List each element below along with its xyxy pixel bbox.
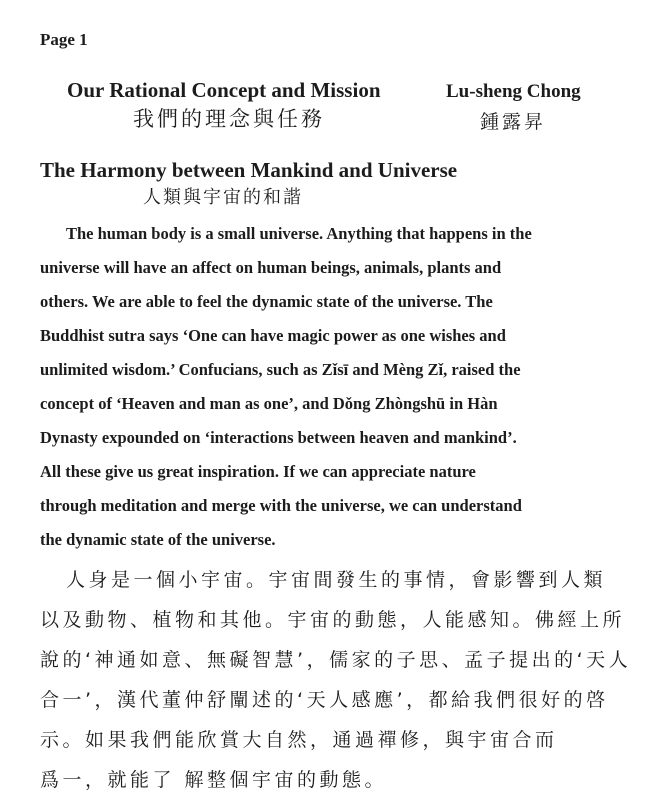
english-paragraph-line: universe will have an affect on human beings, animals, plants and [40,258,502,277]
section-heading-english: The Harmony between Mankind and Universe [40,158,458,182]
article-title-chinese: 我們的理念與任務 [133,107,325,131]
english-paragraph-line: All these give us great inspiration. If we can appreciate nature [40,462,476,481]
english-paragraph-line: through meditation and merge with the universe, we can understand [40,496,522,515]
chinese-paragraph-line: 以及動物、植物和其他。宇宙的動態，人能感知。佛經上所 [40,609,626,631]
english-paragraph-line: The human body is a small universe. Anything that happens in the [66,224,532,243]
english-paragraph-line: the dynamic state of the universe. [40,530,276,549]
section-heading-chinese: 人類與宇宙的和諧 [143,187,303,208]
english-paragraph-line: concept of ‘Heaven and man as one’, and Dǒng Zhòngshū in Hàn [40,394,498,413]
english-paragraph-line: Dynasty expounded on ‘interactions between heaven and mankind’. [40,428,517,447]
page-number: Page 1 [40,30,88,49]
article-title-english: Our Rational Concept and Mission [67,78,381,102]
english-paragraph-line: Buddhist sutra says ‘One can have magic power as one wishes and [40,326,506,345]
chinese-paragraph [40,560,640,800]
author-name-chinese: 鍾露昇 [480,111,547,133]
author-name-english: Lu-sheng Chong [446,81,581,102]
chinese-paragraph-line: 爲一，就能了 解整個宇宙的動態。 [40,769,388,791]
chinese-paragraph-line: 示。如果我們能欣賞大自然，通過禪修，與宇宙合而 [40,729,558,751]
chinese-paragraph-line: 說的‘神通如意、無礙智慧’，儒家的子思、孟子提出的‘天人 [40,649,632,671]
english-paragraph-line: others. We are able to feel the dynamic state of the universe. The [40,292,493,311]
chinese-paragraph-line: 合一’，漢代董仲舒闡述的‘天人感應’，都給我們很好的啓 [40,689,609,711]
english-paragraph [40,220,640,560]
chinese-paragraph-line: 人身是一個小宇宙。宇宙間發生的事情，會影響到人類 [66,569,607,591]
english-paragraph-line: unlimited wisdom.’ Confucians, such as Zǐsī and Mèng Zǐ, raised the [40,360,521,379]
